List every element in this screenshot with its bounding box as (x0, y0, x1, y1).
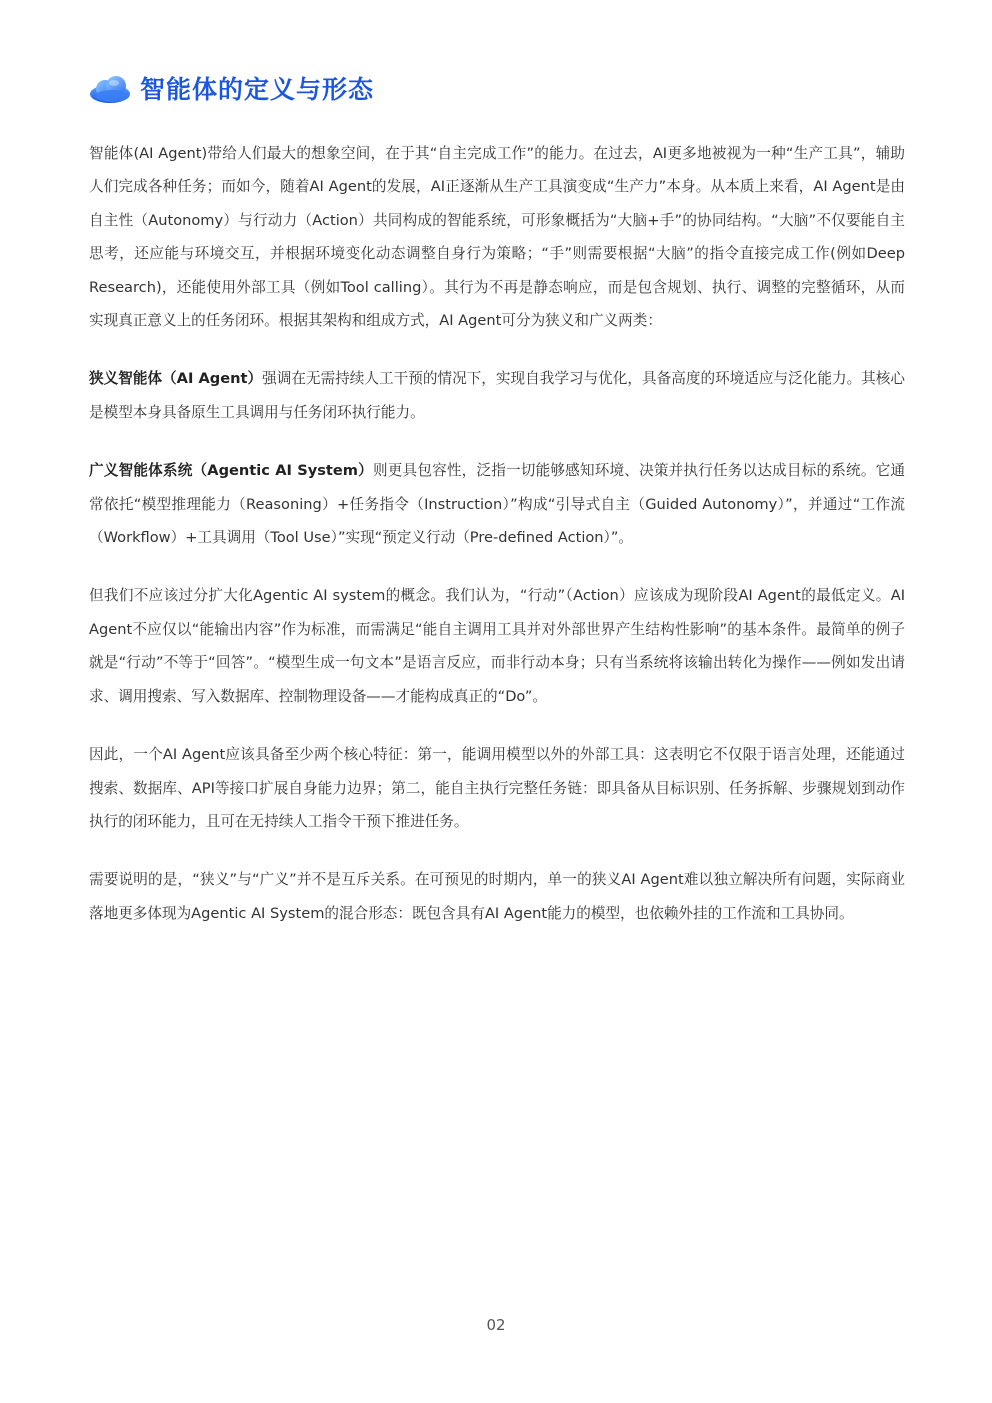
page-number: 02 (486, 1316, 506, 1334)
paragraph-text: 强调在无需持续人工干预的情况下，实现自我学习与优化，具备高度的环境适应与泛化能力。其核心是模型本身具备原生工具调用与任务闭环执行能力。 (89, 370, 905, 421)
paragraph-text: 智能体(AI Agent)带给人们最大的想象空间，在于其“自主完成工作”的能力。在过去，AI更多地被视为一种“生产工具”，辅助人们完成各种任务；而如今，随着AI Agent的发展，AI正逐渐从生产工具演变成“生产力”本身。从本质上来看，AI Agent是由自主性（Autonomy）与行动力（Action）共同构成的智能系统，可形象概括为“大脑+手”的协同结构。“大脑”不仅要能自主思考，还应能与环境交互，并根据环境变化动态调整自身行为策略；“手”则需要根据“大脑”的指令直接完成工作(例如Deep Research)，还能使用外部工具（例如Tool calling）。其行为不再是静态响应，而是包含规划、执行、调整的完整循环，从而实现真正意义上的任务闭环。根据其架构和组成方式，AI Agent可分为狭义和广义两类： (89, 145, 905, 330)
paragraph-broad-agent (89, 454, 905, 554)
paragraph-core-features (89, 738, 905, 838)
paragraph-text: 因此，一个AI Agent应该具备至少两个核心特征：第一，能调用模型以外的外部工具：这表明它不仅限于语言处理，还能通过搜索、数据库、API等接口扩展自身能力边界；第二，能自主执行完整任务链：即具备从目标识别、任务拆解、步骤规划到动作执行的闭环能力，且可在无持续人工指令干预下推进任务。 (89, 746, 905, 830)
page-title: 智能体的定义与形态 (140, 75, 375, 104)
paragraph-lead: 广义智能体系统（Agentic AI System） (89, 462, 373, 480)
paragraph-text: 则更具包容性，泛指一切能够感知环境、决策并执行任务以达成目标的系统。它通常依托“模型推理能力（Reasoning）+任务指令（Instruction）”构成“引导式自主（Guided Autonomy）”，并通过“工作流（Workflow）+工具调用（Tool Use）”实现“预定义行动（Pre-defined Action）”。 (89, 462, 905, 547)
article-body (89, 137, 905, 955)
paragraph-narrow-agent (89, 362, 905, 429)
cloud-icon (88, 72, 132, 104)
paragraph-lead: 狭义智能体（AI Agent） (89, 370, 263, 388)
paragraph-text: 但我们不应该过分扩大化Agentic AI system的概念。我们认为，“行动”（Action）应该成为现阶段AI Agent的最低定义。AI Agent不应仅以“能输出内容”作为标准，而需满足“能自主调用工具并对外部世界产生结构性影响”的基本条件。最简单的例子就是“行动”不等于“回答”。“模型生成一句文本”是语言反应，而非行动本身；只有当系统将该输出转化为操作——例如发出请求、调用搜索、写入数据库、控制物理设备——才能构成真正的“Do”。 (89, 587, 905, 705)
section-header (88, 66, 374, 110)
paragraph-conclusion (89, 863, 905, 930)
paragraph-intro (89, 137, 905, 337)
paragraph-text: 需要说明的是，“狭义”与“广义”并不是互斥关系。在可预见的时期内，单一的狭义AI Agent难以独立解决所有问题，实际商业落地更多体现为Agentic AI System的混合形态：既包含具有AI Agent能力的模型，也依赖外挂的工作流和工具协同。 (89, 871, 905, 922)
paragraph-action-definition (89, 579, 905, 713)
